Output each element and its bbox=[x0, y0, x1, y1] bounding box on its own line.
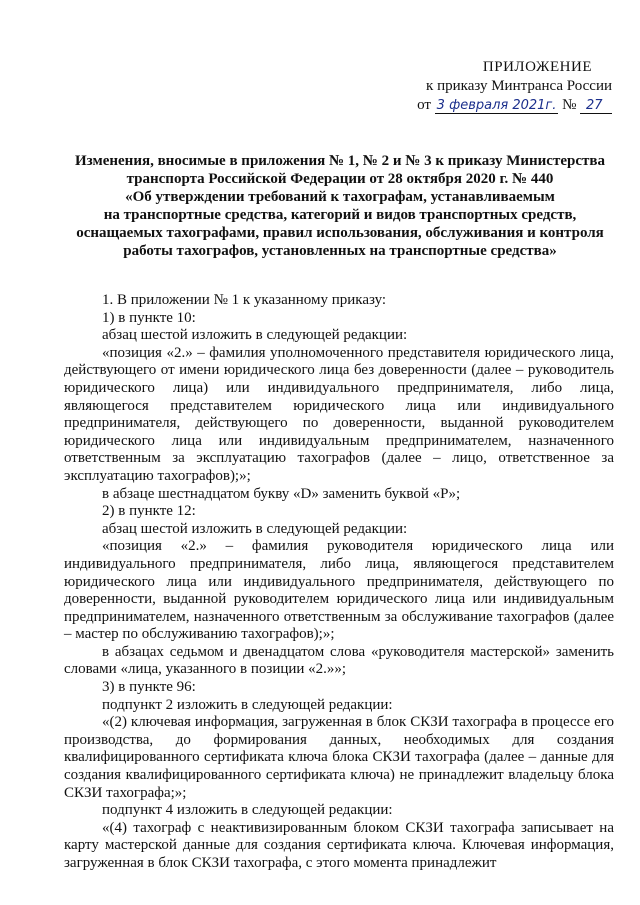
heading-line: на транспортные средства, категорий и видов транспортных средств, bbox=[103, 207, 577, 223]
heading-line: работы тахографов, установленных на транспортные средства» bbox=[123, 243, 557, 259]
document-body bbox=[64, 292, 614, 873]
number-prefix: № bbox=[562, 97, 577, 113]
paragraph: подпункт 2 изложить в следующей редакции: bbox=[102, 696, 393, 713]
date-prefix: от bbox=[417, 97, 431, 113]
paragraph: «(2) ключевая информация, загруженная в блок СКЗИ тахографа в процессе его производства, до формирования данных, необходимых для создания квалифицированного сертификата ключа блока СКЗИ тахографа (далее – данные для создания квалифицированного сертификата ключа) не принадлежит владельцу блока СКЗИ тахографа;»; bbox=[64, 714, 614, 801]
paragraph: «позиция «2.» – фамилия руководителя юридического лица или индивидуального предпринимателя, либо лица, являющегося представителем юридического лица или индивидуального предпринимателя, действующего по доверенности, выданной руководителем юридического лица или индивидуальным предпринимателем, назначенного ответственным за обслуживание тахографов (далее – мастер по обслуживанию тахографов);»; bbox=[64, 538, 614, 643]
handwritten-date: 3 февраля 2021г. bbox=[436, 98, 557, 113]
paragraph: 1) в пункте 10: bbox=[102, 309, 196, 326]
handwritten-number: 27 bbox=[585, 98, 603, 113]
paragraph: «позиция «2.» – фамилия уполномоченного представителя юридического лица, действующего от имени юридического лица без доверенности (далее – руководитель юридического лица) или индивидуального предпринимателя, либо лица, являющегося представителем юридического лица или индивидуального предпринимателя, действующего по доверенности, выданной руководителем юридического лица или индивидуальным предпринимателем, назначенного ответственным за эксплуатацию тахографов (далее – лицо, ответственное за эксплуатацию тахографов);»; bbox=[64, 344, 614, 484]
paragraph: в абзаце шестнадцатом букву «D» заменить буквой «P»; bbox=[102, 485, 461, 502]
appendix-date-line bbox=[382, 96, 612, 115]
heading-line: Изменения, вносимые в приложения № 1, № 2 и № 3 к приказу Министерства bbox=[75, 153, 605, 169]
appendix-block bbox=[382, 58, 612, 115]
paragraph: 2) в пункте 12: bbox=[102, 503, 196, 520]
appendix-title: ПРИЛОЖЕНИЕ bbox=[482, 59, 592, 75]
paragraph: абзац шестой изложить в следующей редакции: bbox=[102, 327, 408, 344]
paragraph: 1. В приложении № 1 к указанному приказу: bbox=[102, 292, 387, 308]
paragraph: подпункт 4 изложить в следующей редакции: bbox=[102, 802, 393, 819]
paragraph: абзац шестой изложить в следующей редакции: bbox=[102, 520, 408, 537]
heading-line: транспорта Российской Федерации от 28 октября 2020 г. № 440 bbox=[126, 171, 554, 187]
heading-line: оснащаемых тахографами, правил использования, обслуживания и контроля bbox=[76, 225, 604, 241]
paragraph: 3) в пункте 96: bbox=[102, 679, 196, 696]
heading-line: «Об утверждении требований к тахографам, устанавливаемым bbox=[125, 189, 555, 205]
appendix-order-line: к приказу Минтранса России bbox=[426, 78, 612, 94]
paragraph: «(4) тахограф с неактивизированным блоком СКЗИ тахографа записывает на карту мастерской данные для создания сертификата ключа. Ключевая информация, загруженная в блок СКЗИ тахографа, с этого момента принадлежит bbox=[64, 819, 614, 871]
document-heading bbox=[60, 152, 620, 260]
paragraph: в абзацах седьмом и двенадцатом слова «руководителя мастерской» заменить словами «лица, указанного в позиции «2.»»; bbox=[64, 643, 614, 678]
